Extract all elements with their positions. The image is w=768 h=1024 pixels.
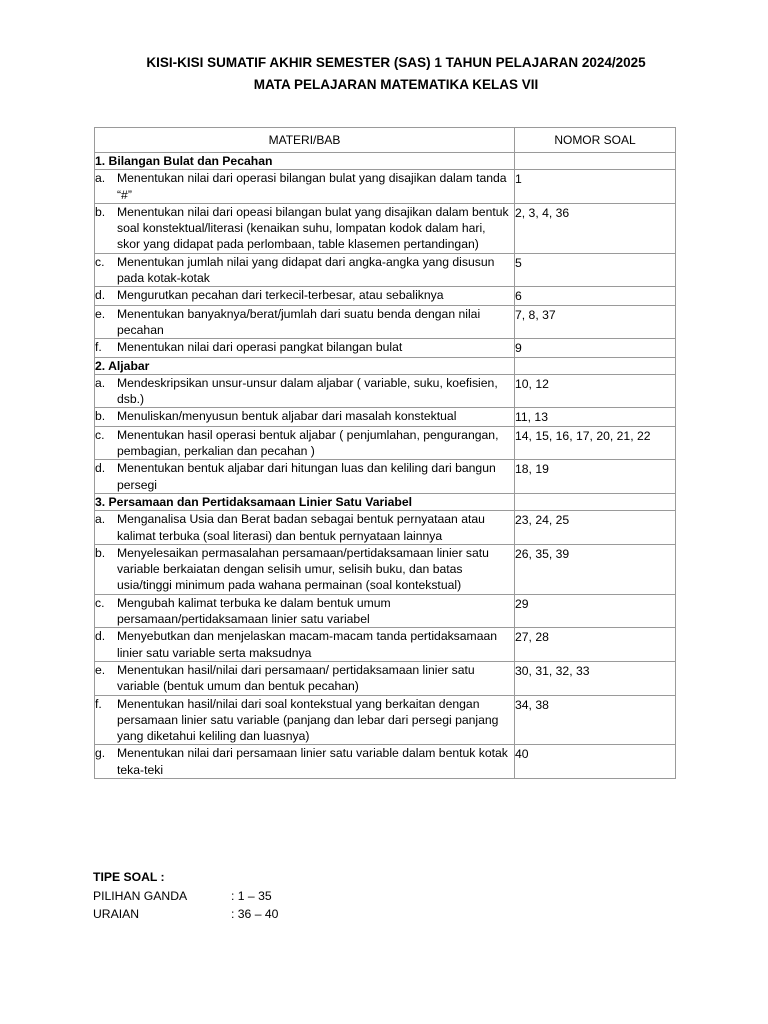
- nomor-soal-cell: 2, 3, 4, 36: [515, 203, 676, 253]
- table-row: [95, 408, 676, 426]
- materi-cell: [95, 253, 515, 287]
- nomor-soal-cell: 30, 31, 32, 33: [515, 661, 676, 695]
- section-nomor-empty: [515, 153, 676, 170]
- item-text: Menentukan jumlah nilai yang didapat dari angka-angka yang disusun pada kotak-kotak: [117, 254, 495, 286]
- item-letter: a.: [95, 171, 106, 186]
- materi-cell: [95, 628, 515, 662]
- item-letter: b.: [95, 204, 106, 219]
- table-row: [95, 460, 676, 494]
- tipe-soal-heading: TIPE SOAL :: [93, 870, 165, 884]
- item-letter: e.: [95, 662, 106, 677]
- table-row: [95, 339, 676, 357]
- table-row: [95, 374, 676, 408]
- materi-cell: [95, 339, 515, 357]
- item-text: Menentukan nilai dari opeasi bilangan bulat yang disajikan dalam bentuk soal konstektual/literasi (kenaikan suhu, lompatan kodok dalam hari, skor yang didapat pada perlombaan, table klasemen pertandingan): [117, 204, 509, 252]
- section-row: [95, 153, 676, 170]
- item-letter: c.: [95, 254, 105, 269]
- item-letter: f.: [95, 696, 102, 711]
- table-row: [95, 661, 676, 695]
- item-text: Menentukan hasil operasi bentuk aljabar ( penjumlahan, pengurangan, pembagian, perkalian dan pecahan ): [117, 427, 499, 459]
- table-body: [95, 153, 676, 779]
- nomor-soal-cell: 18, 19: [515, 460, 676, 494]
- item-text: Menyebutkan dan menjelaskan macam-macam tanda pertidaksamaan linier satu variable serta maksudnya: [117, 629, 498, 660]
- nomor-soal-cell: 26, 35, 39: [515, 544, 676, 594]
- nomor-soal-cell: 29: [515, 594, 676, 628]
- item-letter: d.: [95, 629, 106, 644]
- table-row: [95, 253, 676, 287]
- header-nomor-soal: NOMOR SOAL: [515, 128, 676, 153]
- materi-cell: [95, 287, 515, 305]
- item-text: Menganalisa Usia dan Berat badan sebagai bentuk pernyataan atau kalimat terbuka (soal literasi) dan bentuk pernyataan lainnya: [117, 512, 485, 543]
- materi-cell: [95, 170, 515, 204]
- table-row: [95, 287, 676, 305]
- section-row: [95, 493, 676, 510]
- materi-cell: [95, 594, 515, 628]
- tipe-soal-label: URAIAN: [93, 907, 140, 921]
- section-row: [95, 357, 676, 374]
- item-text: Menentukan banyaknya/berat/jumlah dari suatu benda dengan nilai pecahan: [117, 306, 481, 337]
- table-row: [95, 695, 676, 745]
- item-letter: d.: [95, 288, 106, 303]
- item-letter: c.: [95, 595, 105, 610]
- item-text: Mengurutkan pecahan dari terkecil-terbesar, atau sebaliknya: [117, 288, 444, 303]
- item-letter: a.: [95, 512, 106, 527]
- table-row: [95, 203, 676, 253]
- item-text: Menuliskan/menyusun bentuk aljabar dari masalah konstektual: [117, 409, 457, 424]
- item-letter: g.: [95, 746, 106, 761]
- nomor-soal-cell: 10, 12: [515, 374, 676, 408]
- nomor-soal-cell: 34, 38: [515, 695, 676, 745]
- section-title: 2. Aljabar: [95, 357, 515, 374]
- materi-cell: [95, 460, 515, 494]
- item-text: Mengubah kalimat terbuka ke dalam bentuk umum persamaan/pertidaksamaan linier satu variabel: [117, 595, 391, 627]
- materi-cell: [95, 305, 515, 339]
- table-row: [95, 170, 676, 204]
- nomor-soal-cell: 9: [515, 339, 676, 357]
- table-row: [95, 511, 676, 545]
- materi-cell: [95, 426, 515, 460]
- nomor-soal-cell: 7, 8, 37: [515, 305, 676, 339]
- nomor-soal-cell: 6: [515, 287, 676, 305]
- item-text: Menentukan hasil/nilai dari persamaan/ pertidaksamaan linier satu variable (bentuk umum dan bentuk pecahan): [117, 662, 475, 694]
- section-nomor-empty: [515, 357, 676, 374]
- materi-cell: [95, 745, 515, 779]
- item-text: Mendeskripsikan unsur-unsur dalam aljabar ( variable, suku, koefisien, dsb.): [117, 375, 498, 407]
- table-row: [95, 594, 676, 628]
- materi-cell: [95, 695, 515, 745]
- item-letter: b.: [95, 545, 106, 560]
- item-text: Menyelesaikan permasalahan persamaan/pertidaksamaan linier satu variable berkaiatan dengan selisih umur, selisih buku, dan batas usia/tinggi minimum pada wahana permainan (soal kontekstual): [117, 545, 489, 593]
- kisi-kisi-table: [94, 127, 676, 779]
- table-row: [95, 426, 676, 460]
- document-title: KISI-KISI SUMATIF AKHIR SEMESTER (SAS) 1 TAHUN PELAJARAN 2024/2025: [146, 55, 646, 70]
- nomor-soal-cell: 40: [515, 745, 676, 779]
- materi-cell: [95, 408, 515, 426]
- nomor-soal-cell: 5: [515, 253, 676, 287]
- materi-cell: [95, 661, 515, 695]
- nomor-soal-cell: 27, 28: [515, 628, 676, 662]
- tipe-soal-value: : 1 – 35: [231, 889, 272, 903]
- materi-cell: [95, 374, 515, 408]
- tipe-soal-row: [93, 906, 278, 922]
- item-text: Menentukan nilai dari operasi bilangan bulat yang disajikan dalam tanda “#”: [117, 171, 507, 202]
- item-text: Menentukan hasil/nilai dari soal kontekstual yang berkaitan dengan persamaan linier satu variable (panjang dan lebar dari persegi panjang yang diketahui keliling dan luasnya): [117, 696, 499, 744]
- item-text: Menentukan nilai dari persamaan linier satu variable dalam bentuk kotak teka-teki: [117, 746, 508, 777]
- table-header-row: [95, 128, 676, 153]
- nomor-soal-cell: 1: [515, 170, 676, 204]
- section-title: 1. Bilangan Bulat dan Pecahan: [95, 153, 515, 170]
- nomor-soal-cell: 11, 13: [515, 408, 676, 426]
- item-letter: d.: [95, 461, 106, 476]
- nomor-soal-cell: 23, 24, 25: [515, 511, 676, 545]
- nomor-soal-cell: 14, 15, 16, 17, 20, 21, 22: [515, 426, 676, 460]
- item-text: Menentukan bentuk aljabar dari hitungan luas dan keliling dari bangun persegi: [117, 461, 496, 492]
- table-row: [95, 628, 676, 662]
- table-row: [95, 544, 676, 594]
- section-title: 3. Persamaan dan Pertidaksamaan Linier Satu Variabel: [95, 493, 515, 510]
- item-letter: b.: [95, 409, 106, 424]
- item-letter: e.: [95, 306, 106, 321]
- header-materi: MATERI/BAB: [95, 128, 515, 153]
- tipe-soal-label: PILIHAN GANDA: [93, 889, 188, 903]
- table-row: [95, 305, 676, 339]
- document-subtitle: MATA PELAJARAN MATEMATIKA KELAS VII: [253, 77, 539, 92]
- tipe-soal-value: : 36 – 40: [231, 907, 279, 921]
- materi-cell: [95, 544, 515, 594]
- item-letter: c.: [95, 427, 105, 442]
- materi-cell: [95, 511, 515, 545]
- section-nomor-empty: [515, 493, 676, 510]
- item-letter: f.: [95, 340, 102, 355]
- table-row: [95, 745, 676, 779]
- materi-cell: [95, 203, 515, 253]
- item-text: Menentukan nilai dari operasi pangkat bilangan bulat: [117, 340, 403, 355]
- item-letter: a.: [95, 375, 106, 390]
- tipe-soal-row: [93, 888, 272, 904]
